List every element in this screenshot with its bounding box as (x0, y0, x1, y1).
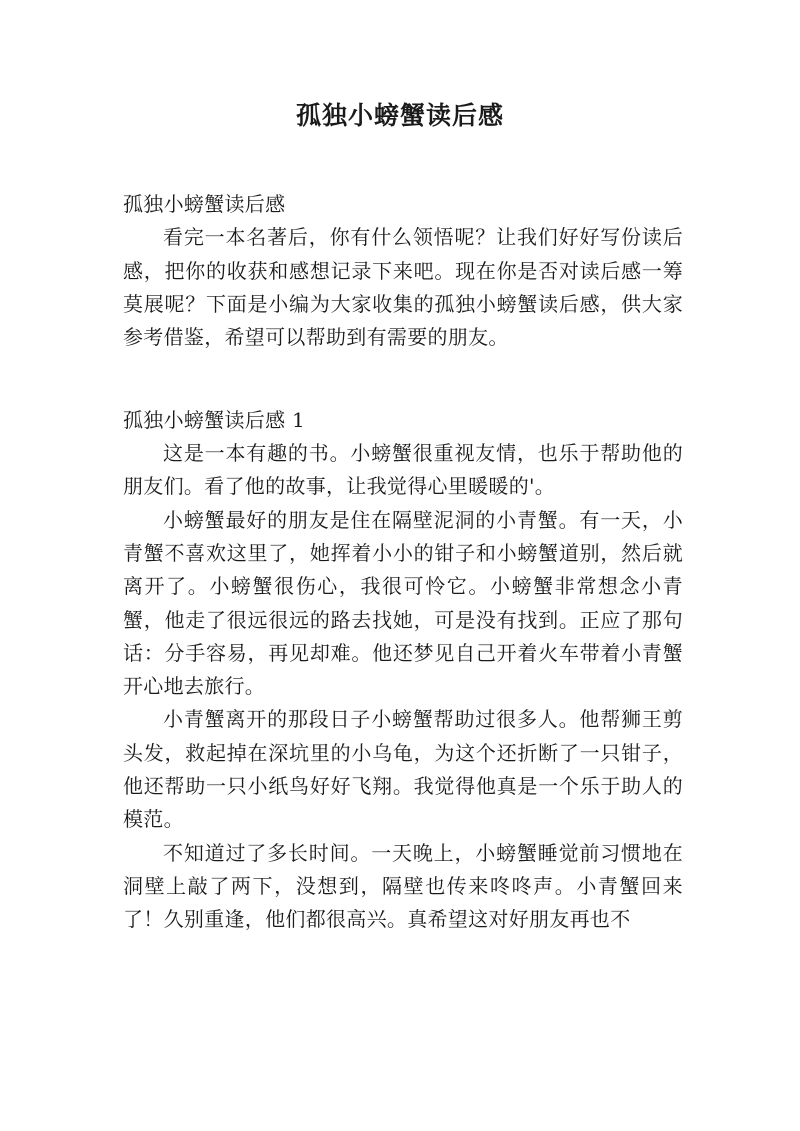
intro-paragraph: 看完一本名著后，你有什么领悟呢？让我们好好写份读后感，把你的收获和感想记录下来吧。现在你是否对读后感一筹莫展呢？下面是小编为大家收集的孤独小螃蟹读后感，供大家参考借鉴，希望可以帮助到有需要的朋友。 (123, 225, 683, 350)
document-body (123, 188, 683, 937)
section1-heading: 孤独小螃蟹读后感 1 (123, 407, 306, 432)
section1-paragraph: 不知道过了多长时间。一天晚上，小螃蟹睡觉前习惯地在洞壁上敲了两下，没想到，隔壁也传来咚咚声。小青蟹回来了！久别重逢，他们都很高兴。真希望这对好朋友再也不 (123, 840, 683, 932)
section-spacer (123, 354, 683, 387)
section1-paragraph: 小螃蟹最好的朋友是住在隔壁泥洞的小青蟹。有一天，小青蟹不喜欢这里了，她挥着小小的钳子和小螃蟹道别，然后就离开了。小螃蟹很伤心，我很可怜它。小螃蟹非常想念小青蟹，他走了很远很远的路去找她，可是没有找到。正应了那句话：分手容易，再见却难。他还梦见自己开着火车带着小青蟹开心地去旅行。 (123, 507, 683, 699)
intro-heading: 孤独小螃蟹读后感 (123, 192, 286, 216)
document-title: 孤独小螃蟹读后感 (295, 101, 504, 130)
section-spacer (123, 388, 683, 404)
section1-paragraph: 小青蟹离开的那段日子小螃蟹帮助过很多人。他帮狮王剪头发，救起掉在深坑里的小乌龟，为这个还折断了一只钳子，他还帮助一只小纸鸟好好飞翔。我觉得他真是一个乐于助人的模范。 (123, 707, 683, 832)
section1-paragraph: 这是一本有趣的书。小螃蟹很重视友情，也乐于帮助他的朋友们。看了他的故事，让我觉得心里暖暖的'。 (123, 441, 683, 499)
